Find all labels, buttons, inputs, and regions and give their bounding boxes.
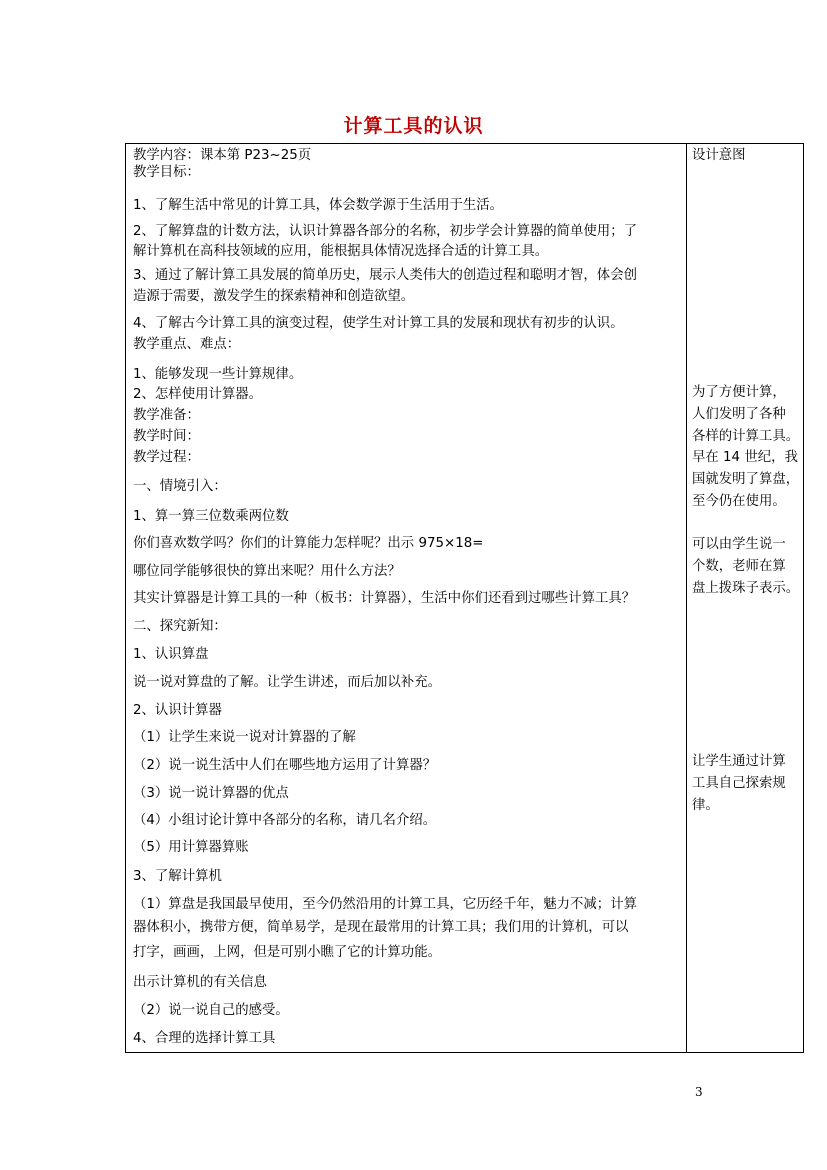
lesson-line: 教学内容：课本第 P23~25页 [133, 148, 312, 163]
document-title: 计算工具的认识 [343, 115, 484, 137]
lesson-plan-table [125, 143, 804, 1053]
lesson-line: 3、通过了解计算工具发展的简单历史，展示人类伟大的创造过程和聪明才智，体会创 [133, 268, 637, 283]
design-intent-note: 为了方便计算， [692, 385, 786, 400]
lesson-line: 1、了解生活中常见的计算工具，体会数学源于生活用于生活。 [133, 198, 504, 213]
lesson-line: 教学时间： [133, 429, 200, 444]
design-intent-header: 设计意图 [692, 148, 746, 163]
lesson-line: 你们喜欢数学吗？你们的计算能力怎样呢？出示 975×18= [133, 536, 484, 551]
design-intent-note: 各样的计算工具。 [692, 429, 800, 444]
design-intent-note: 至今仍在使用。 [692, 494, 786, 509]
lesson-line: （5）用计算器算账 [133, 840, 249, 855]
design-intent-note: 可以由学生说一 [692, 537, 786, 552]
lesson-line: 二、探究新知： [133, 619, 227, 634]
design-intent-note: 工具自己探索规 [692, 776, 786, 791]
design-intent-note: 国就发明了算盘， [692, 472, 800, 487]
lesson-line: 教学过程： [133, 450, 200, 465]
lesson-line: 1、认识算盘 [133, 647, 209, 662]
lesson-line: 2、了解算盘的计数方法，认识计算器各部分的名称，初步学会计算器的简单使用；了 [133, 224, 637, 239]
lesson-line: 哪位同学能够很快的算出来呢？用什么方法？ [133, 564, 401, 579]
design-intent-note: 早在 14 世纪，我 [692, 450, 798, 465]
lesson-line: （1）算盘是我国最早使用，至今仍然沿用的计算工具，它历经千年，魅力不减；计算 [133, 897, 637, 912]
lesson-line: （1）让学生来说一说对计算器的了解 [133, 730, 356, 745]
column-divider [686, 144, 687, 1052]
lesson-line: 1、能够发现一些计算规律。 [133, 367, 303, 382]
lesson-line: 教学准备： [133, 408, 200, 423]
lesson-line: 器体积小，携带方便，简单易学，是现在最常用的计算工具；我们用的计算机，可以 [133, 920, 629, 935]
lesson-line: 一、情境引入： [133, 479, 227, 494]
lesson-line: 教学重点、难点： [133, 337, 241, 352]
design-intent-note: 个数，老师在算 [692, 559, 786, 574]
lesson-line: 4、了解古今计算工具的演变过程，使学生对计算工具的发展和现状有初步的认识。 [133, 316, 624, 331]
lesson-line: 说一说对算盘的了解。让学生讲述，而后加以补充。 [133, 675, 441, 690]
lesson-line: 4、合理的选择计算工具 [133, 1031, 276, 1046]
lesson-line: 造源于需要，激发学生的探索精神和创造欲望。 [133, 289, 415, 304]
lesson-line: 2、怎样使用计算器。 [133, 387, 263, 402]
lesson-line: 出示计算机的有关信息 [133, 975, 267, 990]
lesson-line: （2）说一说生活中人们在哪些地方运用了计算器？ [133, 758, 437, 773]
design-intent-note: 让学生通过计算 [692, 754, 786, 769]
design-intent-note: 人们发明了各种 [692, 407, 786, 422]
lesson-line: （2）说一说自己的感受。 [133, 1003, 289, 1018]
design-intent-note: 律。 [692, 798, 719, 813]
lesson-line: 其实计算器是计算工具的一种（板书：计算器），生活中你们还看到过哪些计算工具？ [133, 591, 636, 606]
lesson-line: （4）小组讨论计算中各部分的名称，请几名介绍。 [133, 813, 437, 828]
lesson-line: 3、了解计算机 [133, 869, 222, 884]
design-intent-note: 盘上拨珠子表示。 [692, 581, 800, 596]
lesson-line: 1、算一算三位数乘两位数 [133, 509, 289, 524]
lesson-line: 2、认识计算器 [133, 703, 222, 718]
lesson-line: 打字，画画，上网，但是可别小瞧了它的计算功能。 [133, 945, 441, 960]
lesson-line: （3）说一说计算器的优点 [133, 786, 289, 801]
lesson-line: 教学目标： [133, 165, 200, 180]
page-number: 3 [695, 1085, 703, 1099]
lesson-line: 解计算机在高科技领域的应用，能根据具体情况选择合适的计算工具。 [133, 244, 549, 259]
